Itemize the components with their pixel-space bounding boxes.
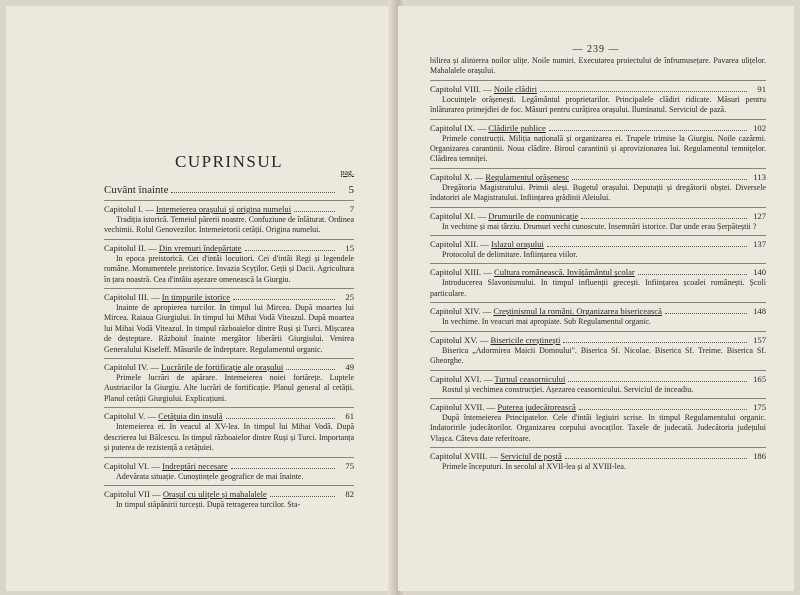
chapter-number: Capitolul XIII. —: [430, 267, 492, 278]
entry-divider: [430, 168, 766, 169]
chapter-summary: Protocolul de delimitare. Inființarea viilor.: [442, 250, 578, 260]
entry-heading: [104, 292, 354, 303]
chapter-number: Capitolul V. —: [104, 411, 156, 422]
entry-page: 175: [753, 401, 766, 412]
chapter-summary: Rostul și vechimea construcției. Așezarea ceasornicului. Serviciul de inceadiu.: [442, 384, 694, 394]
toc-entry: [430, 398, 766, 444]
entry-divider: [430, 207, 766, 208]
entry-divider: [430, 119, 766, 120]
entry-heading: [430, 374, 766, 385]
toc-entry: [430, 119, 766, 165]
entry-divider: [430, 370, 766, 371]
chapter-number: Capitolul XI. —: [430, 210, 487, 221]
entry-heading: [104, 204, 354, 215]
entry-heading: [104, 243, 354, 254]
chapter-title: Orașul cu ulițele și mahalalele: [162, 488, 267, 499]
entry-heading: [430, 84, 766, 95]
entry-divider: [430, 235, 766, 236]
chapter-number: Capitolul XVIII. —: [430, 451, 499, 462]
entry-divider: [430, 447, 766, 448]
chapter-number: Capitolul VII —: [104, 488, 161, 499]
entry-divider: [430, 80, 766, 81]
entry-divider: [104, 200, 354, 201]
entry-page: 82: [345, 488, 354, 499]
chapter-summary: Introducerea Slavonismului. In timpul influenții grecești. Inființarea școalei românești. Școli particulare.: [430, 278, 766, 298]
chapter-summary: Primele lucrări de apărare. Intemeierea noiei fortărețe. Luptele Austriacilor la Giurgiu. Alte lucrări de fortificație. Planul general al cetății. Planul cetății Giurgiului. Explicațiuni.: [104, 373, 354, 403]
toc-entry: [104, 407, 354, 453]
right-column: [430, 44, 766, 476]
entry-page: 91: [757, 83, 766, 94]
chapter-number: Capitolul VI. —: [104, 460, 160, 471]
toc-entry: [104, 457, 354, 482]
entry-heading: [430, 172, 766, 183]
chapter-summary: Primele începuturi. In secolul al XVII-lea și al XVIII-lea.: [442, 462, 626, 472]
entry-page: 140: [753, 267, 766, 278]
chapter-number: Capitolul XII. —: [430, 239, 489, 250]
chapter-title: Noile clădiri: [493, 83, 538, 94]
entry-page: 102: [753, 122, 766, 133]
chapter-title: Regulamentul orășenesc: [485, 171, 570, 182]
chapter-number: Capitolul IX. —: [430, 122, 487, 133]
page-title: CUPRINSUL: [175, 152, 283, 171]
entry-page: 7: [349, 204, 354, 214]
entry-divider: [104, 457, 354, 458]
toc-entry: [104, 288, 354, 355]
toc-entry: [104, 358, 354, 404]
toc-entry: [430, 263, 766, 299]
toc-entry: [104, 485, 354, 510]
chapter-number: Capitolul IV. —: [104, 362, 159, 373]
entry-page: 15: [345, 242, 354, 253]
entry-divider: [104, 407, 354, 408]
chapter-title: Bisericile creștinești: [490, 334, 561, 345]
chapter-summary: Inainte de apropierea turcilor. In timpul lui Mircea. După moartea lui Mircea. Raiaua Giurgiului. In timpul lui Mihai Vodă Viteazul. După moartea lui Mihai Vodă Viteazul. In timpul războaielor dintre Ruși și Turci. Mișcarea de deșteptare. Războiul înainte mergător liberării Giurgiului. Venirea Generalului Kiseleff. Măsurile de îndreptare. Regulamentul organic.: [104, 303, 354, 354]
entry-heading: [430, 335, 766, 346]
entry-heading: [430, 306, 766, 317]
chapter-summary: Intemeierea ei. In veacul al XV-lea. In timpul lui Mihai Vodă. După descrierea lui Bălcescu. In timpul războaielor dintre Ruși și Turci. Importanța și puterea de rezistență a cetățuiei.: [104, 422, 354, 453]
pag-label: pag.: [340, 168, 354, 177]
chapter-summary: In timpul stăpânirii turcești. După retragerea turcilor. Sta-: [116, 499, 301, 509]
entry-page: 75: [345, 460, 354, 471]
entry-heading: [104, 489, 354, 500]
chapter-summary: După întemeierea Principatelor. Cele d'intâi legiuiri scrise. In timpul Regulamentului organic. Indatoririle judecătorilor. Organizarea corpului avocaților. Taxele de judecată. Judecătoria județului Vlașca. Câteva date referitoare.: [430, 412, 766, 443]
entry-page: 165: [753, 373, 766, 384]
entry-title: Cuvânt înainte: [104, 184, 169, 196]
entry-divider: [104, 288, 354, 289]
toc-entry: [430, 331, 766, 367]
chapter-title: Lucrările de fortificație ale orașului: [161, 362, 284, 373]
entry-page: 5: [348, 184, 354, 196]
toc-entry: [104, 239, 354, 285]
left-column: [104, 152, 354, 513]
entry-page: 137: [753, 239, 766, 250]
entry-divider: [430, 398, 766, 399]
chapter-title: Intemeierea orașului și origina numelui: [156, 204, 292, 214]
chapter-number: Capitolul III. —: [104, 292, 160, 303]
entry-divider: [430, 331, 766, 332]
right-entries: [430, 80, 766, 473]
chapter-number: Capitolul X. —: [430, 171, 484, 182]
chapter-summary: Locuințele orășenești. Legământul proprietarilor. Principalele clădiri ridicate. Măsuri pentru înlăturarea primejdiei de foc. Măsuri pentru curățirea orașului. Iluminatul. Serviciul de pază.: [430, 94, 766, 115]
chapter-title: Creștinismul la români. Organizarea bisericească: [493, 306, 662, 317]
entry-heading: [430, 267, 766, 278]
chapter-summary: In vechime și mai târziu. Drumuri vechi cunoscute. Insemnări istorice. Dar unde erau Șerpăteștii ?: [442, 221, 757, 231]
entry-page: 186: [753, 451, 766, 462]
chapter-number: Capitolul XVI. —: [430, 373, 493, 384]
chapter-summary: Primele construcții. Miliția națională și organizarea ei. Trupele trimise la Giurgiu. Noile cazărmi. Organizarea carantinii. Noua clădire. Biroul carantinii și aprovizionarea lui. Regulamentul temnițelor. Clădirea temniței.: [430, 133, 766, 164]
chapter-summary: Biserica „Adormirea Maicii Domnului". Biserica Sf. Nicolae. Biserica Sf. Treime. Biserica Sf. Gheorghe.: [430, 345, 766, 366]
chapter-title: Din vremuri îndepărtate: [158, 242, 242, 253]
entry-heading: [430, 239, 766, 250]
entry-page: 49: [345, 362, 354, 373]
chapter-title: In timpurile istorice: [161, 292, 231, 303]
right-page: [398, 6, 794, 591]
entry-divider: [430, 302, 766, 303]
chapter-number: Capitolul XV. —: [430, 334, 489, 345]
entry-heading: [430, 402, 766, 413]
entry-divider: [104, 358, 354, 359]
chapter-title: Drumurile de comunicație: [488, 210, 579, 221]
chapter-title: Serviciul de poștă: [500, 451, 562, 462]
entry-page: 25: [345, 292, 354, 303]
chapter-summary: Adevărata situație. Cunoștințele geografice de mai înainte.: [116, 471, 304, 481]
chapter-number: Capitolul VIII. —: [430, 83, 492, 94]
entry-divider: [104, 239, 354, 240]
entry-page: 157: [753, 334, 766, 345]
chapter-title: Clădirile publice: [488, 122, 546, 133]
toc-entry: [430, 80, 766, 116]
chapter-number: Capitolul XIV. —: [430, 306, 492, 317]
toc-entry: [430, 235, 766, 260]
continuation-text: bilirea și alinierea noilor ulițe. Noile numiri. Executarea proiectului de înfrumusețare. Pavarea ulițelor. Mahalalele orașului.: [430, 56, 766, 76]
chapter-summary: Dregătoria Magistratului. Primii aleși. Bugetul orașului. Deputații și dregătorii obștei. Diversele îndatoriri ale Magistratului. Inființarea grădinii Aleiului.: [430, 182, 766, 203]
entry-divider: [430, 263, 766, 264]
toc-entry: [430, 447, 766, 472]
entry-heading: [430, 211, 766, 222]
toc-entry: [430, 207, 766, 232]
toc-entry: [430, 168, 766, 204]
chapter-summary: In vechime. In veacuri mai apropiate. Sub Regulamentul organic.: [442, 317, 651, 327]
entry-heading: [104, 411, 354, 422]
entry-page: 113: [753, 171, 766, 182]
left-page: [6, 6, 396, 591]
entry-heading: [430, 451, 766, 462]
chapter-title: Turnul ceasornicului: [494, 373, 566, 384]
chapter-title: Puterea judecătorească: [497, 401, 576, 412]
chapter-number: Capitolul II. —: [104, 242, 157, 253]
toc-entry: [430, 302, 766, 327]
chapter-number: Capitolul I. —: [104, 204, 154, 214]
chapter-summary: Tradiția istorică. Temeiul părerii noastre. Confuziune de înlăturat. Ordinea vechimii. Rolul Genovezilor. Intemeietorii cetății. Origina numelui.: [104, 215, 354, 235]
entry-heading: [104, 362, 354, 373]
chapter-title: Islazul orașului: [491, 239, 544, 250]
chapter-title: Cultura românească. Invățământul școlar: [493, 267, 635, 278]
entry-heading: [430, 123, 766, 134]
chapter-title: Indreptări necesare: [162, 460, 228, 471]
toc-entry: [430, 370, 766, 395]
entry-page: 127: [753, 210, 766, 221]
entry-heading: [104, 461, 354, 472]
toc-entry-intro: [104, 183, 354, 197]
entry-divider: [104, 485, 354, 486]
entry-page: 61: [345, 411, 354, 422]
page-number: — 239 —: [572, 44, 620, 55]
left-entries: [104, 200, 354, 510]
chapter-title: Cetățuia din insulă: [158, 411, 223, 422]
toc-entry: [104, 200, 354, 236]
chapter-number: Capitolul XVII. —: [430, 401, 496, 412]
chapter-summary: In epoca preistorică. Cei d'intâi locuitori. Cei d'intâi Regi și legendele române. Monumentele preistorice. Invazia Scyților. Geții și Dacii. Agricultura în țara noastră. Cea d'intâiu așezare omenească la Giurgiu.: [104, 253, 354, 284]
entry-page: 148: [753, 306, 766, 317]
